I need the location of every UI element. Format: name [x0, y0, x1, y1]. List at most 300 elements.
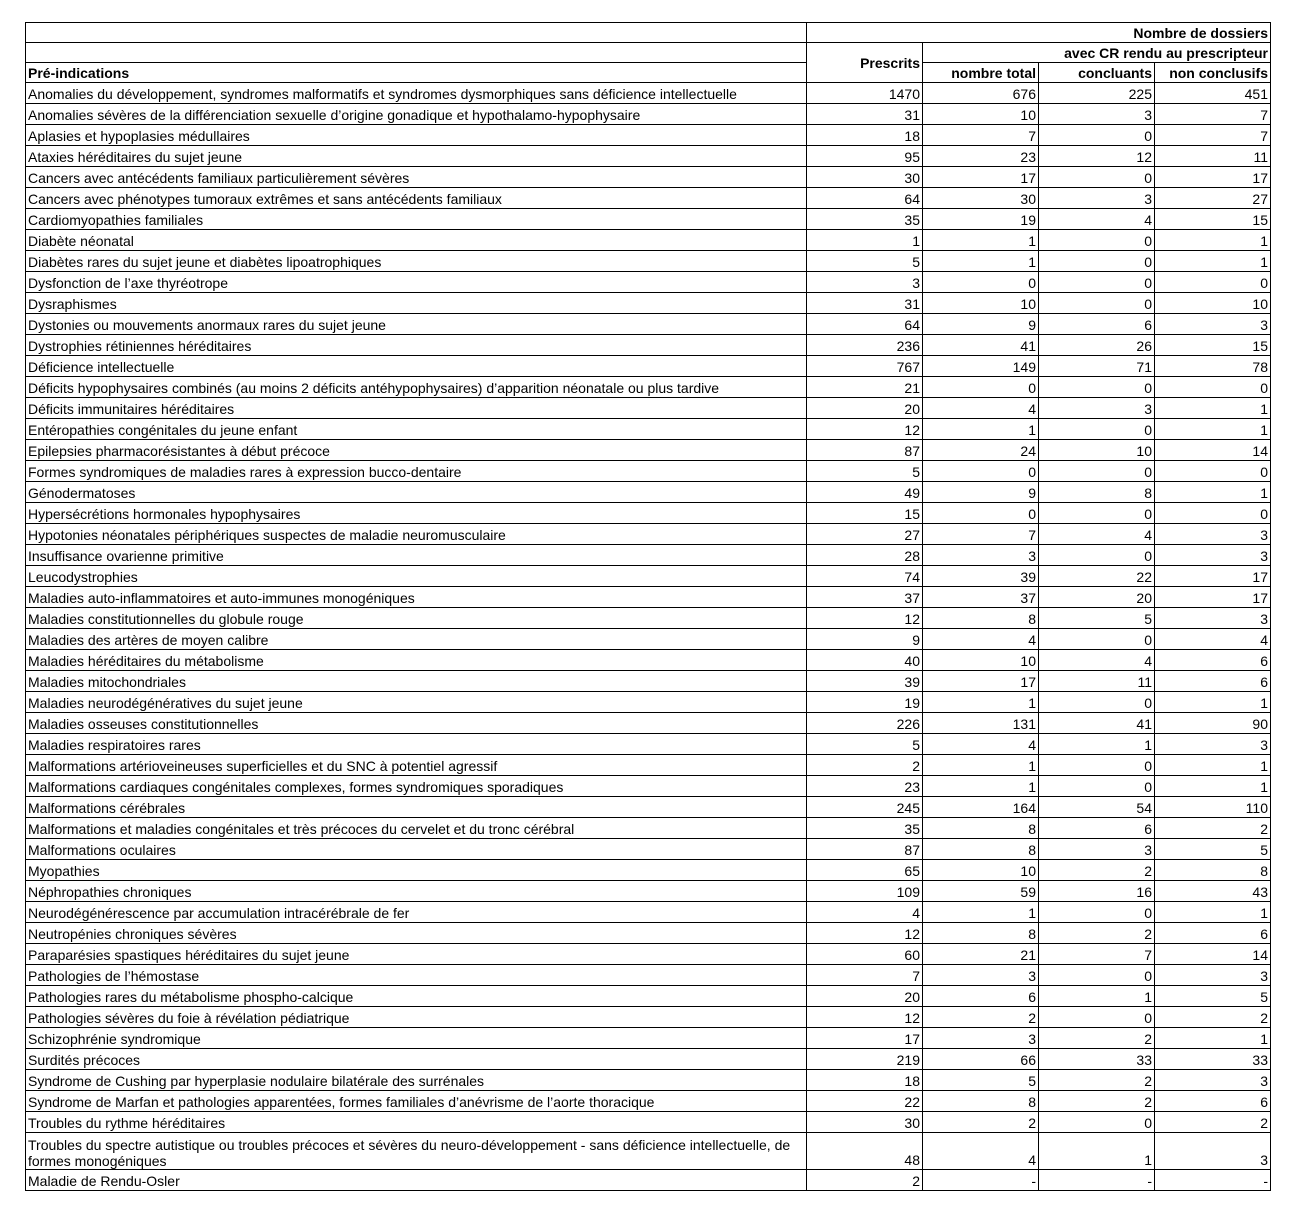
- row-label-cell: Neurodégénérescence par accumulation intracérébrale de fer: [26, 902, 807, 923]
- row-label-cell: Maladies constitutionnelles du globule rouge: [26, 608, 807, 629]
- row-label-cell: Anomalies du développement, syndromes malformatifs et syndromes dysmorphiques sans déficience intellectuelle: [26, 83, 807, 104]
- prescrits-cell: 21: [807, 377, 923, 398]
- total-cell: 0: [923, 272, 1039, 293]
- row-label-cell: Syndrome de Marfan et pathologies apparentées, formes familiales d’anévrisme de l’aorte thoracique: [26, 1091, 807, 1112]
- total-cell: 8: [923, 1091, 1039, 1112]
- prescrits-cell: 18: [807, 1070, 923, 1091]
- table-row: [26, 1091, 1271, 1112]
- concluants-cell: 0: [1039, 125, 1155, 146]
- prescrits-cell: 219: [807, 1049, 923, 1070]
- total-cell: 0: [923, 461, 1039, 482]
- table-row: [26, 629, 1271, 650]
- non-conclusifs-cell: 1: [1155, 251, 1271, 272]
- non-conclusifs-cell: 15: [1155, 209, 1271, 230]
- prescrits-cell: 65: [807, 860, 923, 881]
- table-row: [26, 314, 1271, 335]
- table-row: [26, 1170, 1271, 1191]
- row-label-cell: Formes syndromiques de maladies rares à expression bucco-dentaire: [26, 461, 807, 482]
- row-label-cell: Aplasies et hypoplasies médullaires: [26, 125, 807, 146]
- row-label-cell: Anomalies sévères de la différenciation sexuelle d’origine gonadique et hypothalamo-hypophysaire: [26, 104, 807, 125]
- concluants-cell: 0: [1039, 755, 1155, 776]
- non-conclusifs-cell: 0: [1155, 377, 1271, 398]
- row-label-cell: Maladie de Rendu-Osler: [26, 1170, 807, 1191]
- prescrits-cell: 236: [807, 335, 923, 356]
- prescrits-cell: 226: [807, 713, 923, 734]
- total-cell: 37: [923, 587, 1039, 608]
- prescrits-cell: 3: [807, 272, 923, 293]
- row-label-cell: Maladies des artères de moyen calibre: [26, 629, 807, 650]
- row-label-cell: Neutropénies chroniques sévères: [26, 923, 807, 944]
- row-label-cell: Cancers avec phénotypes tumoraux extrêmes et sans antécédents familiaux: [26, 188, 807, 209]
- table-row: [26, 524, 1271, 545]
- total-cell: 7: [923, 125, 1039, 146]
- prescrits-cell: 9: [807, 629, 923, 650]
- prescrits-cell: 12: [807, 419, 923, 440]
- total-cell: 4: [923, 1133, 1039, 1170]
- non-conclusifs-cell: 0: [1155, 503, 1271, 524]
- table-row: [26, 692, 1271, 713]
- prescrits-cell: 767: [807, 356, 923, 377]
- total-cell: 149: [923, 356, 1039, 377]
- prescrits-cell: 49: [807, 482, 923, 503]
- row-label-cell: Troubles du spectre autistique ou troubles précoces et sévères du neuro-développement - sans déficience intellectuelle, de formes monogéniques: [26, 1133, 807, 1170]
- non-conclusifs-cell: 1: [1155, 902, 1271, 923]
- total-cell: 8: [923, 923, 1039, 944]
- row-label-cell: Epilepsies pharmacorésistantes à début précoce: [26, 440, 807, 461]
- table-row: [26, 860, 1271, 881]
- non-conclusifs-cell: 3: [1155, 608, 1271, 629]
- concluants-cell: 71: [1039, 356, 1155, 377]
- concluants-cell: -: [1039, 1170, 1155, 1191]
- table-body: [26, 83, 1271, 1191]
- concluants-cell: 20: [1039, 587, 1155, 608]
- concluants-cell: 12: [1039, 146, 1155, 167]
- non-conclusifs-cell: 27: [1155, 188, 1271, 209]
- total-cell: 24: [923, 440, 1039, 461]
- table-row: [26, 503, 1271, 524]
- table-row: [26, 461, 1271, 482]
- total-cell: 39: [923, 566, 1039, 587]
- non-conclusifs-cell: 1: [1155, 482, 1271, 503]
- row-label-cell: Malformations oculaires: [26, 839, 807, 860]
- row-label-cell: Génodermatoses: [26, 482, 807, 503]
- non-conclusifs-cell: 1: [1155, 755, 1271, 776]
- non-conclusifs-cell: 5: [1155, 986, 1271, 1007]
- table-row: [26, 1112, 1271, 1133]
- total-cell: 17: [923, 167, 1039, 188]
- table-row: [26, 755, 1271, 776]
- table-row: [26, 965, 1271, 986]
- concluants-cell: 5: [1039, 608, 1155, 629]
- col-total-header: nombre total: [923, 63, 1039, 83]
- total-cell: 10: [923, 293, 1039, 314]
- row-label-cell: Malformations et maladies congénitales et très précoces du cervelet et du tronc cérébral: [26, 818, 807, 839]
- non-conclusifs-cell: 3: [1155, 734, 1271, 755]
- non-conclusifs-cell: 1: [1155, 692, 1271, 713]
- concluants-cell: 6: [1039, 818, 1155, 839]
- concluants-cell: 4: [1039, 209, 1155, 230]
- non-conclusifs-cell: 3: [1155, 545, 1271, 566]
- total-cell: 23: [923, 146, 1039, 167]
- total-cell: 8: [923, 818, 1039, 839]
- non-conclusifs-cell: 2: [1155, 818, 1271, 839]
- concluants-cell: 1: [1039, 986, 1155, 1007]
- non-conclusifs-cell: 2: [1155, 1007, 1271, 1028]
- table-row: [26, 272, 1271, 293]
- prescrits-cell: 27: [807, 524, 923, 545]
- row-label-cell: Insuffisance ovarienne primitive: [26, 545, 807, 566]
- table-row: [26, 818, 1271, 839]
- prescrits-cell: 2: [807, 755, 923, 776]
- table-row: [26, 608, 1271, 629]
- prescrits-cell: 35: [807, 818, 923, 839]
- total-cell: 10: [923, 860, 1039, 881]
- table-row: [26, 356, 1271, 377]
- table-row: [26, 230, 1271, 251]
- prescrits-cell: 245: [807, 797, 923, 818]
- non-conclusifs-cell: 7: [1155, 125, 1271, 146]
- concluants-cell: 22: [1039, 566, 1155, 587]
- concluants-cell: 1: [1039, 734, 1155, 755]
- total-cell: 9: [923, 482, 1039, 503]
- prescrits-cell: 74: [807, 566, 923, 587]
- row-label-cell: Malformations artérioveineuses superficielles et du SNC à potentiel agressif: [26, 755, 807, 776]
- row-label-cell: Diabètes rares du sujet jeune et diabètes lipoatrophiques: [26, 251, 807, 272]
- non-conclusifs-cell: 15: [1155, 335, 1271, 356]
- prescrits-cell: 20: [807, 398, 923, 419]
- table-row: [26, 1133, 1271, 1170]
- table-row: [26, 923, 1271, 944]
- non-conclusifs-cell: 1: [1155, 776, 1271, 797]
- row-label-cell: Cancers avec antécédents familiaux particulièrement sévères: [26, 167, 807, 188]
- table-row: [26, 797, 1271, 818]
- group-title: Nombre de dossiers: [807, 23, 1271, 43]
- total-cell: 1: [923, 419, 1039, 440]
- non-conclusifs-cell: 90: [1155, 713, 1271, 734]
- prescrits-cell: 64: [807, 188, 923, 209]
- table-row: [26, 1007, 1271, 1028]
- concluants-cell: 3: [1039, 398, 1155, 419]
- total-cell: 2: [923, 1112, 1039, 1133]
- total-cell: 3: [923, 545, 1039, 566]
- concluants-cell: 0: [1039, 545, 1155, 566]
- table-row: [26, 482, 1271, 503]
- total-cell: 676: [923, 83, 1039, 104]
- concluants-cell: 41: [1039, 713, 1155, 734]
- non-conclusifs-cell: 1: [1155, 1028, 1271, 1049]
- non-conclusifs-cell: 3: [1155, 965, 1271, 986]
- concluants-cell: 0: [1039, 293, 1155, 314]
- concluants-cell: 225: [1039, 83, 1155, 104]
- table-row: [26, 776, 1271, 797]
- concluants-cell: 0: [1039, 503, 1155, 524]
- table-row: [26, 146, 1271, 167]
- total-cell: 10: [923, 104, 1039, 125]
- concluants-cell: 3: [1039, 188, 1155, 209]
- non-conclusifs-cell: 6: [1155, 671, 1271, 692]
- total-cell: 1: [923, 251, 1039, 272]
- table-row: [26, 419, 1271, 440]
- header-row-3: [26, 63, 1271, 83]
- concluants-cell: 2: [1039, 1070, 1155, 1091]
- concluants-cell: 11: [1039, 671, 1155, 692]
- concluants-cell: 0: [1039, 419, 1155, 440]
- row-label-cell: Troubles du rythme héréditaires: [26, 1112, 807, 1133]
- table-row: [26, 398, 1271, 419]
- prescrits-cell: 12: [807, 608, 923, 629]
- non-conclusifs-cell: 0: [1155, 461, 1271, 482]
- total-cell: 30: [923, 188, 1039, 209]
- row-label-cell: Maladies auto-inflammatoires et auto-immunes monogéniques: [26, 587, 807, 608]
- prescrits-cell: 109: [807, 881, 923, 902]
- prescrits-cell: 20: [807, 986, 923, 1007]
- concluants-cell: 4: [1039, 650, 1155, 671]
- prescrits-cell: 22: [807, 1091, 923, 1112]
- total-cell: 0: [923, 377, 1039, 398]
- row-label-cell: Néphropathies chroniques: [26, 881, 807, 902]
- prescrits-cell: 48: [807, 1133, 923, 1170]
- row-label-cell: Déficits immunitaires héréditaires: [26, 398, 807, 419]
- table-row: [26, 1028, 1271, 1049]
- prescrits-cell: 12: [807, 1007, 923, 1028]
- subgroup-title: avec CR rendu au prescripteur: [923, 43, 1271, 63]
- table-row: [26, 335, 1271, 356]
- total-cell: 41: [923, 335, 1039, 356]
- row-label-cell: Dystonies ou mouvements anormaux rares du sujet jeune: [26, 314, 807, 335]
- col-prescrits-header: Prescrits: [807, 43, 923, 83]
- concluants-cell: 3: [1039, 104, 1155, 125]
- total-cell: 6: [923, 986, 1039, 1007]
- prescrits-cell: 17: [807, 1028, 923, 1049]
- concluants-cell: 0: [1039, 230, 1155, 251]
- non-conclusifs-cell: -: [1155, 1170, 1271, 1191]
- prescrits-cell: 28: [807, 545, 923, 566]
- table-row: [26, 734, 1271, 755]
- total-cell: 1: [923, 755, 1039, 776]
- row-label-cell: Déficience intellectuelle: [26, 356, 807, 377]
- prescrits-cell: 5: [807, 251, 923, 272]
- concluants-cell: 0: [1039, 902, 1155, 923]
- total-cell: 4: [923, 734, 1039, 755]
- col-non-conclusifs-header: non conclusifs: [1155, 63, 1271, 83]
- non-conclusifs-cell: 451: [1155, 83, 1271, 104]
- non-conclusifs-cell: 8: [1155, 860, 1271, 881]
- prescrits-cell: 1: [807, 230, 923, 251]
- non-conclusifs-cell: 1: [1155, 230, 1271, 251]
- total-cell: 9: [923, 314, 1039, 335]
- non-conclusifs-cell: 17: [1155, 587, 1271, 608]
- total-cell: 131: [923, 713, 1039, 734]
- table-row: [26, 986, 1271, 1007]
- concluants-cell: 0: [1039, 692, 1155, 713]
- non-conclusifs-cell: 3: [1155, 1070, 1271, 1091]
- col-concluants-header: concluants: [1039, 63, 1155, 83]
- prescrits-cell: 31: [807, 104, 923, 125]
- non-conclusifs-cell: 4: [1155, 629, 1271, 650]
- col-label-header: Pré-indications: [26, 63, 807, 83]
- prescrits-cell: 23: [807, 776, 923, 797]
- row-label-cell: Hypotonies néonatales périphériques suspectes de maladie neuromusculaire: [26, 524, 807, 545]
- prescrits-cell: 60: [807, 944, 923, 965]
- table-row: [26, 440, 1271, 461]
- concluants-cell: 0: [1039, 1112, 1155, 1133]
- non-conclusifs-cell: 14: [1155, 944, 1271, 965]
- concluants-cell: 0: [1039, 377, 1155, 398]
- table-row: [26, 839, 1271, 860]
- row-label-cell: Entéropathies congénitales du jeune enfant: [26, 419, 807, 440]
- prescrits-cell: 39: [807, 671, 923, 692]
- table-row: [26, 587, 1271, 608]
- row-label-cell: Pathologies rares du métabolisme phospho-calcique: [26, 986, 807, 1007]
- prescrits-cell: 5: [807, 734, 923, 755]
- total-cell: 0: [923, 503, 1039, 524]
- row-label-cell: Dysfonction de l’axe thyréotrope: [26, 272, 807, 293]
- non-conclusifs-cell: 6: [1155, 650, 1271, 671]
- total-cell: 59: [923, 881, 1039, 902]
- row-label-cell: Maladies neurodégénératives du sujet jeune: [26, 692, 807, 713]
- row-label-cell: Surdités précoces: [26, 1049, 807, 1070]
- prescrits-cell: 37: [807, 587, 923, 608]
- prescrits-cell: 7: [807, 965, 923, 986]
- row-label-cell: Maladies héréditaires du métabolisme: [26, 650, 807, 671]
- total-cell: 66: [923, 1049, 1039, 1070]
- prescrits-cell: 15: [807, 503, 923, 524]
- total-cell: 1: [923, 230, 1039, 251]
- table-row: [26, 545, 1271, 566]
- total-cell: 5: [923, 1070, 1039, 1091]
- prescrits-cell: 5: [807, 461, 923, 482]
- table-row: [26, 566, 1271, 587]
- prescrits-cell: 87: [807, 839, 923, 860]
- concluants-cell: 54: [1039, 797, 1155, 818]
- table-row: [26, 377, 1271, 398]
- non-conclusifs-cell: 110: [1155, 797, 1271, 818]
- prescrits-cell: 18: [807, 125, 923, 146]
- total-cell: 21: [923, 944, 1039, 965]
- pre-indications-table: [25, 22, 1271, 1191]
- table-row: [26, 713, 1271, 734]
- row-label-cell: Leucodystrophies: [26, 566, 807, 587]
- table-row: [26, 251, 1271, 272]
- row-label-cell: Maladies osseuses constitutionnelles: [26, 713, 807, 734]
- total-cell: 1: [923, 692, 1039, 713]
- concluants-cell: 2: [1039, 860, 1155, 881]
- total-cell: 17: [923, 671, 1039, 692]
- concluants-cell: 2: [1039, 923, 1155, 944]
- non-conclusifs-cell: 3: [1155, 1133, 1271, 1170]
- prescrits-cell: 30: [807, 1112, 923, 1133]
- row-label-cell: Maladies respiratoires rares: [26, 734, 807, 755]
- non-conclusifs-cell: 2: [1155, 1112, 1271, 1133]
- total-cell: 19: [923, 209, 1039, 230]
- table-row: [26, 1049, 1271, 1070]
- non-conclusifs-cell: 5: [1155, 839, 1271, 860]
- row-label-cell: Myopathies: [26, 860, 807, 881]
- total-cell: 164: [923, 797, 1039, 818]
- row-label-cell: Syndrome de Cushing par hyperplasie nodulaire bilatérale des surrénales: [26, 1070, 807, 1091]
- header-row-1: [26, 23, 1271, 43]
- prescrits-cell: 64: [807, 314, 923, 335]
- table-row: [26, 188, 1271, 209]
- non-conclusifs-cell: 33: [1155, 1049, 1271, 1070]
- non-conclusifs-cell: 1: [1155, 398, 1271, 419]
- prescrits-cell: 40: [807, 650, 923, 671]
- concluants-cell: 0: [1039, 167, 1155, 188]
- total-cell: 4: [923, 629, 1039, 650]
- concluants-cell: 6: [1039, 314, 1155, 335]
- table-row: [26, 944, 1271, 965]
- table-row: [26, 650, 1271, 671]
- total-cell: 8: [923, 608, 1039, 629]
- total-cell: -: [923, 1170, 1039, 1191]
- table-row: [26, 167, 1271, 188]
- non-conclusifs-cell: 1: [1155, 419, 1271, 440]
- concluants-cell: 0: [1039, 776, 1155, 797]
- row-label-cell: Hypersécrétions hormonales hypophysaires: [26, 503, 807, 524]
- table-row: [26, 125, 1271, 146]
- total-cell: 8: [923, 839, 1039, 860]
- total-cell: 3: [923, 1028, 1039, 1049]
- concluants-cell: 2: [1039, 1091, 1155, 1112]
- header-blank-cell: [26, 23, 807, 43]
- row-label-cell: Malformations cardiaques congénitales complexes, formes syndromiques sporadiques: [26, 776, 807, 797]
- row-label-cell: Pathologies sévères du foie à révélation pédiatrique: [26, 1007, 807, 1028]
- concluants-cell: 1: [1039, 1133, 1155, 1170]
- row-label-cell: Cardiomyopathies familiales: [26, 209, 807, 230]
- prescrits-cell: 30: [807, 167, 923, 188]
- prescrits-cell: 95: [807, 146, 923, 167]
- table-row: [26, 104, 1271, 125]
- non-conclusifs-cell: 6: [1155, 1091, 1271, 1112]
- total-cell: 1: [923, 776, 1039, 797]
- row-label-cell: Paraparésies spastiques héréditaires du sujet jeune: [26, 944, 807, 965]
- total-cell: 1: [923, 902, 1039, 923]
- total-cell: 3: [923, 965, 1039, 986]
- prescrits-cell: 12: [807, 923, 923, 944]
- header-row-2: [26, 43, 1271, 63]
- concluants-cell: 4: [1039, 524, 1155, 545]
- row-label-cell: Maladies mitochondriales: [26, 671, 807, 692]
- concluants-cell: 0: [1039, 461, 1155, 482]
- concluants-cell: 0: [1039, 629, 1155, 650]
- row-label-cell: Pathologies de l’hémostase: [26, 965, 807, 986]
- concluants-cell: 0: [1039, 251, 1155, 272]
- concluants-cell: 26: [1039, 335, 1155, 356]
- non-conclusifs-cell: 6: [1155, 923, 1271, 944]
- concluants-cell: 3: [1039, 839, 1155, 860]
- non-conclusifs-cell: 14: [1155, 440, 1271, 461]
- table-row: [26, 881, 1271, 902]
- non-conclusifs-cell: 17: [1155, 167, 1271, 188]
- non-conclusifs-cell: 11: [1155, 146, 1271, 167]
- non-conclusifs-cell: 3: [1155, 314, 1271, 335]
- table-row: [26, 83, 1271, 104]
- concluants-cell: 8: [1039, 482, 1155, 503]
- total-cell: 10: [923, 650, 1039, 671]
- header-blank-cell: [26, 43, 807, 63]
- table-row: [26, 209, 1271, 230]
- non-conclusifs-cell: 43: [1155, 881, 1271, 902]
- total-cell: 2: [923, 1007, 1039, 1028]
- table-row: [26, 902, 1271, 923]
- total-cell: 7: [923, 524, 1039, 545]
- concluants-cell: 33: [1039, 1049, 1155, 1070]
- concluants-cell: 16: [1039, 881, 1155, 902]
- prescrits-cell: 87: [807, 440, 923, 461]
- table-row: [26, 1070, 1271, 1091]
- non-conclusifs-cell: 7: [1155, 104, 1271, 125]
- row-label-cell: Dystrophies rétiniennes héréditaires: [26, 335, 807, 356]
